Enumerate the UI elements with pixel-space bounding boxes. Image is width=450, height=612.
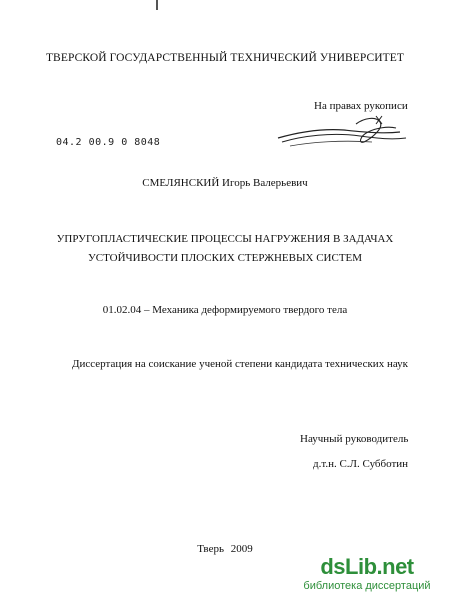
city-year: Тверь 2009 xyxy=(197,543,253,555)
author-name: СМЕЛЯНСКИЙ Игорь Валерьевич xyxy=(142,177,308,189)
signature-image xyxy=(272,112,412,156)
watermark[interactable] xyxy=(292,554,442,604)
supervisor-name: д.т.н. С.Л. Субботин xyxy=(313,458,409,470)
title-line-2: УСТОЙЧИВОСТИ ПЛОСКИХ СТЕРЖНЕВЫХ СИСТЕМ xyxy=(87,252,363,264)
supervisor-label: Научный руководитель xyxy=(300,433,409,445)
title-line-1: УПРУГОПЛАСТИЧЕСКИЕ ПРОЦЕССЫ НАГРУЖЕНИЯ В ЗАДАЧАХ xyxy=(56,233,394,245)
rights-notice: На правах рукописи xyxy=(314,100,408,112)
specialty-code: 01.02.04 – Механика деформируемого твердого тела xyxy=(102,304,348,316)
university-name: ТВЕРСКОЙ ГОСУДАРСТВЕННЫЙ ТЕХНИЧЕСКИЙ УНИВЕРСИТЕТ xyxy=(45,52,405,64)
degree-statement: Диссертация на соискание ученой степени кандидата технических наук xyxy=(72,358,408,370)
scan-mark xyxy=(156,0,158,10)
watermark-logo[interactable]: dsLib.net xyxy=(320,554,414,579)
dissertation-title xyxy=(0,230,450,268)
watermark-subtitle: библиотека диссертаций xyxy=(303,580,431,592)
registry-stamp: 04.2 00.9 0 8048 xyxy=(56,137,161,148)
